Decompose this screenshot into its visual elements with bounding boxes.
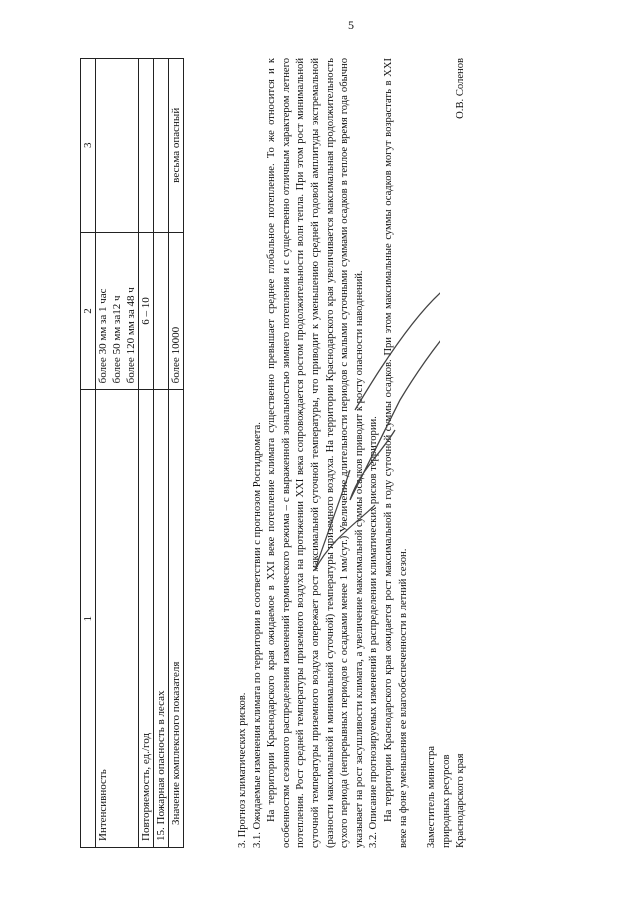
- row-label: Значение комплексного показателя: [169, 390, 184, 848]
- header-cell-2: 2: [81, 232, 96, 390]
- table-row: [169, 59, 184, 848]
- intensity-line: более 120 мм за 48 ч: [125, 287, 137, 384]
- header-cell-3: 3: [81, 59, 96, 233]
- rotated-page-content: [80, 58, 520, 848]
- table-row: [139, 59, 154, 848]
- table-row: [154, 59, 169, 848]
- row-value-3: [139, 59, 154, 233]
- row-value-2: [154, 232, 169, 390]
- hazard-table: [80, 58, 184, 848]
- signature-block: [425, 58, 469, 848]
- paragraph: На территории Краснодарского края ожидается рост максимальной в году суточной суммы осадков. При этом максимальные суммы осадков могут возрастать в XXI веке на фоне уменьшения ее влагообеспеченности в летний сезон.: [382, 58, 409, 848]
- subsection-heading: 3.1. Ожидаемые изменения климата по территории в соответствии с прогнозом Росгидромета.: [251, 422, 263, 848]
- row-value-2: более 10000: [169, 232, 184, 390]
- title-line: Краснодарского края: [455, 753, 467, 848]
- table-row: [96, 59, 139, 848]
- table-header-row: [81, 59, 96, 848]
- section-heading: 3. Прогноз климатических рисков.: [237, 692, 248, 848]
- row-value-3: весьма опасный: [169, 59, 184, 233]
- row-label: Интенсивность: [96, 390, 139, 848]
- page-number: 5: [348, 18, 354, 32]
- signatory-title: [425, 58, 469, 848]
- body-text: [236, 58, 411, 848]
- header-cell-1: 1: [81, 390, 96, 848]
- paragraph: На территории Краснодарского края ожидаемое в XXI веке потепление климата существенно превышает среднее глобальное потепление. То же относится и к особенностям сезонного распределения изменений термического режима – с выраженной зональностью зимнего потепления и с существенно отличным характером летнего потепления. Рост средней температуры приземного воздуха на протяжении XXI века сопровождается ростом продолжительности волн тепла. При этом рост минимальной суточной температуры приземного воздуха опережает рост максимальной суточной температуры, что приводит к уменьшению средней годовой амплитуды экстремальной (разности максимальной и минимальной суточной) температуры приземного воздуха. На территории Краснодарского края увеличивается максимальная продолжительность сухого периода (непрерывных периодов с осадками менее 1 мм/сут.) Увеличение длительности периодов с малыми суточными суммами осадков в теплое время года обычно указывает на рост засушливости климата, а увеличение максимальной суммы осадков приводит к росту опасности наводнений.: [266, 58, 365, 848]
- row-label: Повторяемость, ед./год: [139, 390, 154, 848]
- signatory-name: О.В. Соленов: [455, 58, 467, 119]
- subsection-heading: 3.2. Описание прогнозируемых изменений в распределении климатических рисков территории.: [368, 416, 380, 848]
- title-line: Заместитель министра: [426, 746, 437, 848]
- row-label: 15. Пожарная опасность в лесах: [154, 390, 169, 848]
- intensity-line: более 30 мм за 1 час: [97, 288, 109, 384]
- intensity-line: более 50 мм за12 ч: [111, 295, 123, 384]
- row-value-2: 6 – 10: [139, 232, 154, 390]
- title-line: природных ресурсов: [440, 754, 452, 848]
- intensity-values: [96, 232, 139, 390]
- row-value-3: [154, 59, 169, 233]
- row-value-3: [96, 59, 139, 233]
